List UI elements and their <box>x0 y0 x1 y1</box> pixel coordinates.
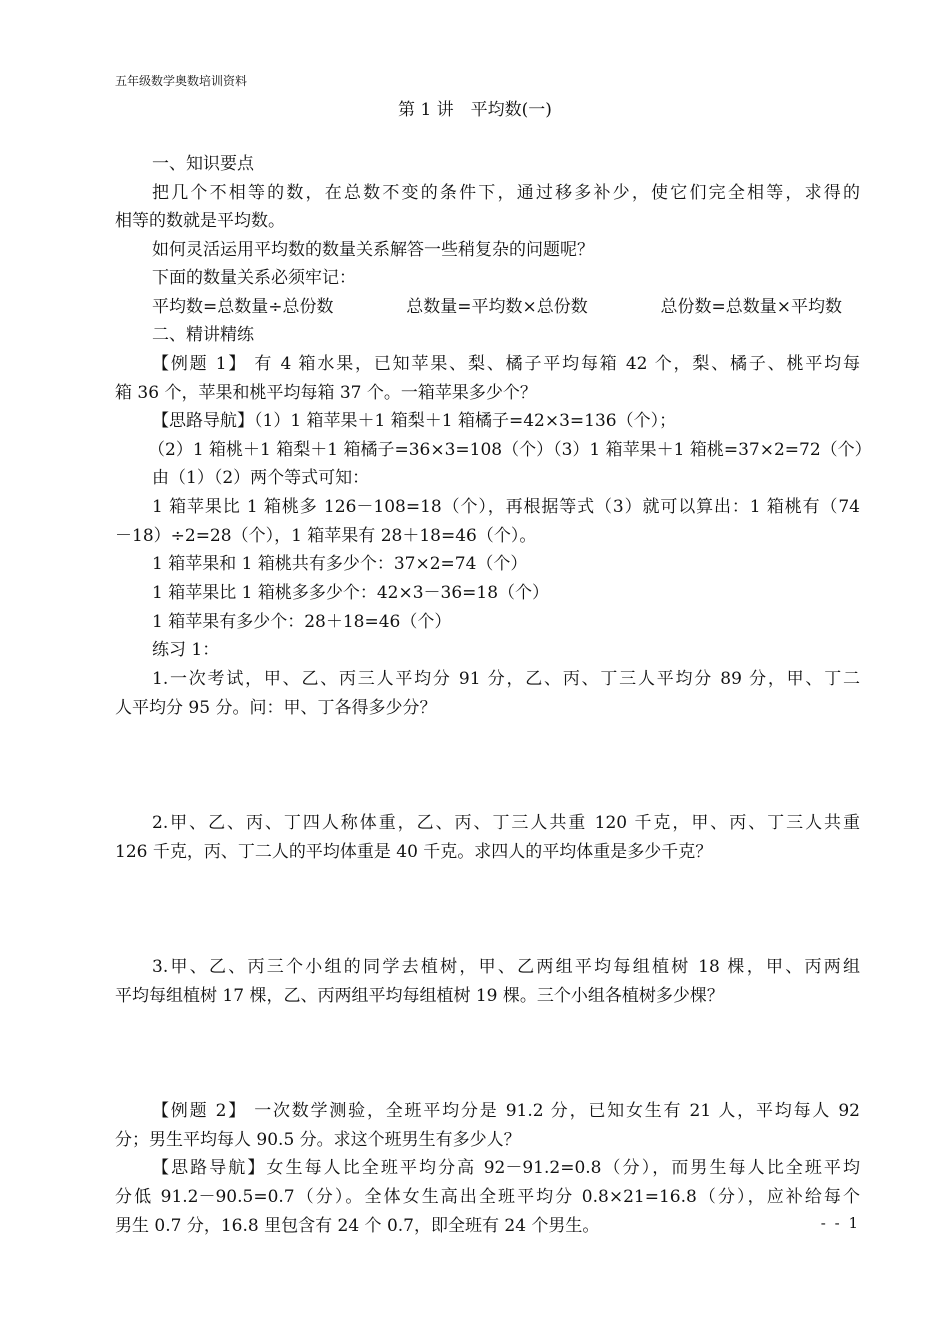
guide-2-line: 【思路导航】女生每人比全班平均分高 92－91.2=0.8（分），而男生每人比全班平均 <box>152 1158 860 1178</box>
section-heading-practice: 二、精讲精练 <box>152 325 254 345</box>
formula-average: 平均数=总数量÷总份数 <box>152 297 334 317</box>
question-3-line: 平均每组植树 17 棵，乙、丙两组平均每组植树 19 棵。三个小组各植树多少棵？ <box>115 986 724 1006</box>
formula-row <box>152 296 842 318</box>
example-1-line: 箱 36 个，苹果和桃平均每箱 37 个。一箱苹果多少个？ <box>115 383 537 403</box>
paragraph-line: 相等的数就是平均数。 <box>115 211 285 231</box>
practice-label: 练习 1： <box>152 640 220 660</box>
guide-1-line: 1 箱苹果比 1 箱桃多 126－108=18（个），再根据等式（3）就可以算出：1 箱桃有（74 <box>152 497 860 517</box>
question-3-line: 3.甲、乙、丙三个小组的同学去植树，甲、乙两组平均每组植树 18 棵，甲、丙两组 <box>152 957 860 977</box>
paragraph-line: 如何灵活运用平均数的数量关系解答一些稍复杂的问题呢？ <box>152 240 594 260</box>
question-2-line: 2.甲、乙、丙、丁四人称体重，乙、丙、丁三人共重 120 千克，甲、丙、丁三人共重 <box>152 813 860 833</box>
example-1-line: 【例题 1】 有 4 箱水果，已知苹果、梨、橘子平均每箱 42 个，梨、橘子、桃平均每 <box>152 354 860 374</box>
question-2-line: 126 千克，丙、丁二人的平均体重是 40 千克。求四人的平均体重是多少千克？ <box>115 842 713 862</box>
page-header: 五年级数学奥数培训资料 <box>115 74 248 88</box>
formula-total: 总数量=平均数×总份数 <box>406 297 588 317</box>
example-2-line: 【例题 2】 一次数学测验，全班平均分是 91.2 分，已知女生有 21 人，平均每人 92 <box>152 1101 860 1121</box>
guide-1-line: 【思路导航】（1）1 箱苹果＋1 箱梨＋1 箱橘子=42×3=136（个）； <box>152 411 677 431</box>
formula-count: 总份数=总数量×平均数 <box>660 297 842 317</box>
question-1-line: 1.一次考试，甲、乙、丙三人平均分 91 分，乙、丙、丁三人平均分 89 分，甲、丁二 <box>152 669 860 689</box>
question-1-line: 人平均分 95 分。问：甲、丁各得多少分？ <box>115 698 437 718</box>
guide-1-line: 1 箱苹果和 1 箱桃共有多少个：37×2=74（个） <box>152 554 528 574</box>
lesson-title: 第 1 讲 平均数(一) <box>398 100 552 120</box>
guide-1-line: 由（1）（2）两个等式可知： <box>152 468 370 488</box>
guide-1-line: －18）÷2=28（个），1 箱苹果有 28＋18=46（个）。 <box>115 526 537 546</box>
guide-1-line: 1 箱苹果有多少个：28＋18=46（个） <box>152 612 452 632</box>
guide-2-line: 男生 0.7 分，16.8 里包含有 24 个 0.7，即全班有 24 个男生。 <box>115 1216 600 1236</box>
example-2-line: 分；男生平均每人 90.5 分。求这个班男生有多少人？ <box>115 1130 521 1150</box>
paragraph-line: 下面的数量关系必须牢记： <box>152 268 356 288</box>
paragraph-line: 把几个不相等的数，在总数不变的条件下，通过移多补少，使它们完全相等，求得的 <box>152 183 860 203</box>
guide-1-line: （2）1 箱桃＋1 箱梨＋1 箱橘子=36×3=108（个）（3）1 箱苹果＋1 箱桃=37×2=72（个） <box>148 440 872 460</box>
guide-2-line: 分低 91.2－90.5=0.7（分）。全体女生高出全班平均分 0.8×21=16.8（分），应补给每个 <box>115 1187 860 1207</box>
guide-1-line: 1 箱苹果比 1 箱桃多多少个：42×3－36=18（个） <box>152 583 550 603</box>
section-heading-knowledge: 一、知识要点 <box>152 154 254 174</box>
page-number: - - 1 <box>820 1214 860 1232</box>
